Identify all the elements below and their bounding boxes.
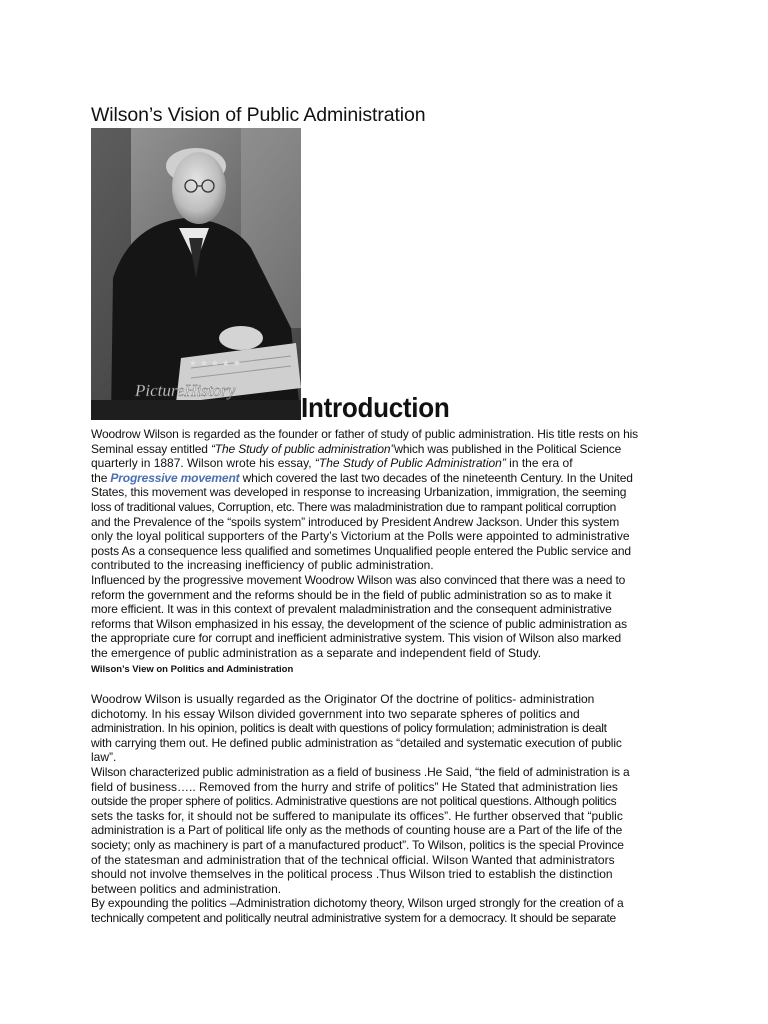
text-line: and the Prevalence of the “spoils system” introduced by President Andrew Jackson. Under this system <box>91 514 620 529</box>
text-line: contributed to the increasing inefficiency of public administration. <box>91 558 434 573</box>
text-line: Woodrow Wilson is usually regarded as the Originator Of the doctrine of politics- administration <box>91 692 595 706</box>
text-line: Woodrow Wilson is regarded as the founder or father of study of public administration. His title rests on his <box>91 427 639 441</box>
text-line: should not involve themselves in the political process .Thus Wilson tried to establish the distinction <box>91 867 613 882</box>
text-line: Influenced by the progressive movement Woodrow Wilson was also convinced that there was a need to <box>91 572 626 587</box>
text-line: only the loyal political supporters of the Party’s Victorium at the Polls were appointed to administrative <box>91 529 630 544</box>
text-line: outside the proper sphere of politics. Administrative questions are not political questions. Although politics <box>91 794 617 809</box>
photo-watermark: PictureHistory <box>135 381 236 400</box>
text-line: more efficient. It was in this context of prevalent maladministration and the consequent administrative <box>91 602 612 617</box>
text-line: sets the tasks for, it should not be suffered to manipulate its offices”. He further observed that “public <box>91 808 623 823</box>
text-line: the Progressive movement which covered the last two decades of the nineteenth Century. In the United <box>91 470 633 485</box>
essay-title: “The Study of public administration” <box>210 441 395 456</box>
text-line: By expounding the politics –Administration dichotomy theory, Wilson urged strongly for the creation of a <box>91 896 624 911</box>
text-line: the appropriate cure for corrupt and inefficient administrative system. This vision of Wilson also marked <box>91 631 622 646</box>
text-line: posts As a consequence less qualified and sometimes Unqualified people entered the Public service and <box>91 543 631 558</box>
text-line: reform the government and the reforms should be in the field of public administration so as to make it <box>91 587 612 602</box>
introduction-heading: Introduction <box>301 392 450 423</box>
text-line: reforms that Wilson emphasized in his essay, the development of the science of public administration as <box>91 616 627 631</box>
text-line: law”. <box>91 750 117 765</box>
text-line: States, this movement was developed in response to increasing Urbanization, immigration, the seeming <box>91 485 627 500</box>
text-line: of the statesman and administration that of the technical official. Wilson Wanted that administrators <box>91 852 615 867</box>
text-line: administration is a Part of political life only as the methods of counting house are a Part of the life of the <box>91 823 623 838</box>
text-line: Seminal essay entitled “The Study of public administration”which was published in the Political Science <box>91 441 622 456</box>
text-line: field of business….. Removed from the hurry and strife of politics” He Stated that administration lies <box>91 779 618 794</box>
text-line: with carrying them out. He defined public administration as “detailed and systematic execution of public <box>91 735 622 750</box>
text-line: society; only as machinery is part of a manufactured product”. To Wilson, politics is the special Province <box>91 837 624 852</box>
essay-title: “The Study of Public Administration” <box>314 456 506 471</box>
text-line: dichotomy. In his essay Wilson divided government into two separate spheres of politics and <box>91 706 580 721</box>
section-heading: Wilson’s View on Politics and Administration <box>91 664 294 675</box>
text-line: between politics and administration. <box>91 881 282 896</box>
text-line: Wilson characterized public administration as a field of business .He Said, “the field of administration is a <box>91 764 630 779</box>
svg-text:★ ★ ★ ★ ★: ★ ★ ★ ★ ★ <box>189 359 241 369</box>
woodrow-wilson-photo <box>91 128 301 420</box>
politics-administration-text <box>91 692 681 926</box>
progressive-movement-link[interactable]: Progressive movement <box>110 470 240 485</box>
text-line: loss of traditional values, Corruption, etc. There was maladministration due to rampant political corruption <box>91 499 616 514</box>
page-title: Wilson’s Vision of Public Administration <box>91 104 426 126</box>
text-line: the emergence of public administration as a separate and independent field of Study. <box>91 645 542 660</box>
introduction-text <box>91 427 681 661</box>
text-line: technically competent and politically neutral administrative system for a democracy. It should be separate <box>91 910 616 925</box>
text-line: quarterly in 1887. Wilson wrote his essay, “The Study of Public Administration” in the era of <box>91 456 573 471</box>
text-line: administration. In his opinion, politics is dealt with questions of policy formulation; administration is dealt <box>91 721 607 736</box>
